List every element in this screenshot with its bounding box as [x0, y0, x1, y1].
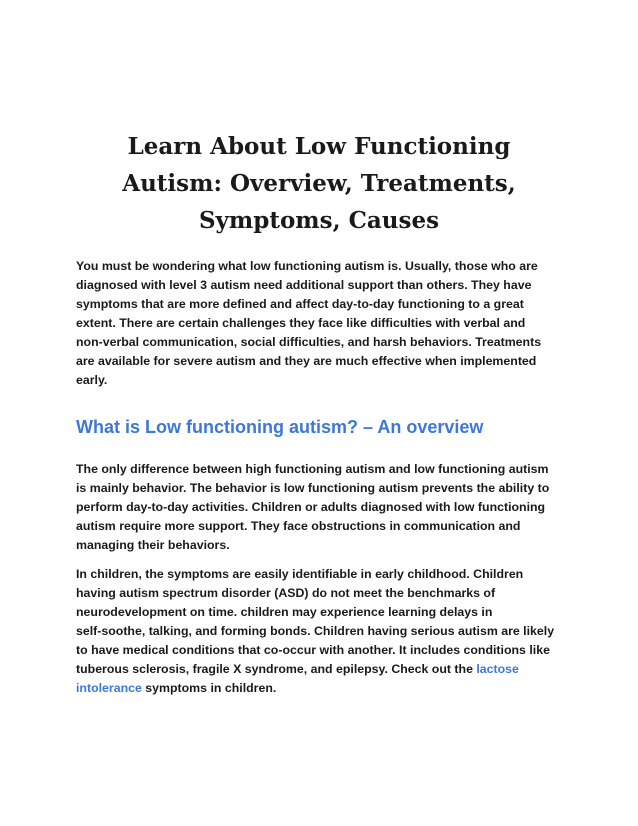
paragraph-text: symptoms in children.	[141, 681, 277, 695]
paragraph-line: neurodevelopment on time. children may experience learning delays in	[76, 605, 493, 619]
paragraph-line	[76, 679, 564, 698]
paragraph-line: extent. There are certain challenges they face like difficulties with verbal and	[76, 316, 526, 330]
title-line: Learn About Low Functioning	[127, 133, 511, 160]
paragraph-line: diagnosed with level 3 autism need additional support than others. They have	[76, 278, 532, 292]
paragraph-line: In children, the symptoms are easily identifiable in early childhood. Children	[76, 567, 524, 581]
paragraph-line: self-soothe, talking, and forming bonds. Children having serious autism are likely	[76, 624, 555, 638]
paragraph-line: The only difference between high functioning autism and low functioning autism	[76, 462, 549, 476]
page-title	[76, 128, 562, 239]
paragraph-line	[76, 660, 564, 679]
paragraph-line: autism require more support. They face obstructions in communication and	[76, 519, 521, 533]
paragraph-line: managing their behaviors.	[76, 538, 230, 552]
children-paragraph	[76, 565, 564, 698]
lactose-intolerance-link-cont[interactable]: intolerance	[76, 681, 142, 695]
paragraph-line: early.	[76, 373, 108, 387]
title-line: Symptoms, Causes	[198, 207, 440, 234]
paragraph-line: symptoms that are more defined and affect day-to-day functioning to a great	[76, 297, 524, 311]
lactose-intolerance-link[interactable]: lactose	[476, 662, 519, 676]
paragraph-line: to have medical conditions that co-occur with another. It includes conditions like	[76, 643, 550, 657]
intro-paragraph	[76, 257, 564, 390]
overview-paragraph	[76, 460, 564, 555]
paragraph-line: perform day-to-day activities. Children or adults diagnosed with low functioning	[76, 500, 546, 514]
paragraph-text: tuberous sclerosis, fragile X syndrome, and epilepsy. Check out the	[76, 662, 477, 676]
paragraph-line: are available for severe autism and they are much effective when implemented	[76, 354, 537, 368]
title-line: Autism: Overview, Treatments,	[122, 170, 516, 197]
paragraph-line: non-verbal communication, social difficulties, and harsh behaviors. Treatments	[76, 335, 542, 349]
paragraph-line: having autism spectrum disorder (ASD) do not meet the benchmarks of	[76, 586, 496, 600]
section-heading-overview: What is Low functioning autism? – An overview	[76, 417, 484, 437]
paragraph-line: You must be wondering what low functioning autism is. Usually, those who are	[76, 259, 538, 273]
paragraph-line: is mainly behavior. The behavior is low functioning autism prevents the ability to	[76, 481, 550, 495]
